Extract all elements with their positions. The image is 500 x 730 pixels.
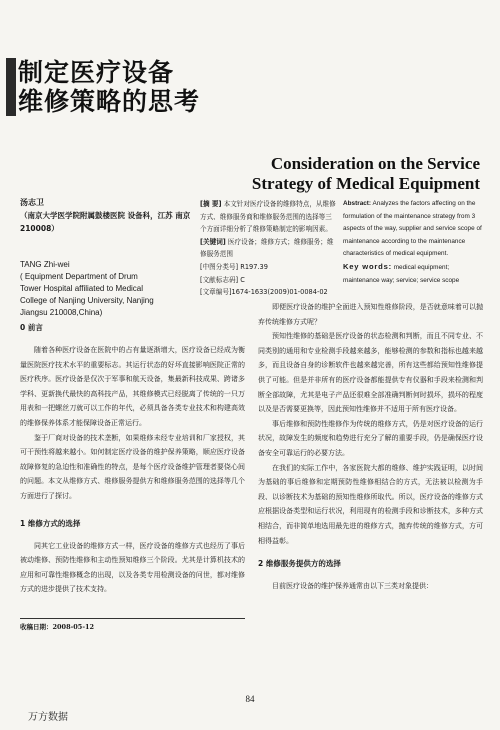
left-paragraph-1: 随着各种医疗设备在医院中的占有量逐渐增大，医疗设备已经成为衡量医院医疗技术水平的重要标志。其运行状态的好坏直接影响医院正常的医疗秩序。医疗设备是仅次于军事和航天设备，集最新科技成果、跨诸多学科、更新换代最快的高科技产品，其维修模式已经脱离了传统的一只万用表和一把螺丝刀就可以工作的年代，必须具备各类专业技术和构建高效的维修保养体系才能保障设备正常运行。 [20,346,245,427]
abstract-cn-label: [摘 要] [200,200,222,208]
author-block [20,196,195,319]
chinese-title [18,58,200,116]
right-paragraph-3: 事后维修和预防性维修作为传统的维修方式，仍是对医疗设备的运行状况，故障发生的频度和趋势进行充分了解的重要手段，仍是确保医疗设备安全可靠运行的必要方法。 [258,419,483,457]
title-side-strip [6,58,16,116]
right-paragraph-4: 在我们的实际工作中，各家医院大都的维修、维护实践证明，以时间为基础的事后维修和定期预防性维修相结合的方式，无法被以检测为手段、以诊断技术为基础的预知性维修所取代。所以，医疗设备的维修方式应根据设备类型和运行状况，利用现有的检测手段和诊断技术，多种方式相结合，而非简单地选用最先进的维修方式，抛弃传统的维修方式，方可相得益彰。 [258,463,483,545]
received-date: 收稿日期：2008-05-12 [20,623,95,631]
clc-label: [中图分类号] [200,262,239,271]
abstract-chinese [200,198,338,299]
author-name-en: TANG Zhi-wei [20,260,70,269]
chinese-title-line-1: 制定医疗设备 [18,58,175,87]
keywords-cn-label: [关键词] [200,237,226,246]
article-id [200,286,338,299]
author-affiliation-cn: （南京大学医学院附属鼓楼医院 设备科，江苏 南京 210008） [20,211,191,233]
article-id-value: 1674-1633(2009)01-0084-02 [231,288,328,297]
abstract-english [343,198,483,287]
abstract-en-text: Analyzes the factors affecting on the formulation of the maintenance strategy from 3 aspects of the way, supplier and service scope of maintenance according to the maintenance characteristics of medical equipment. [343,200,482,258]
english-title-line-1: Consideration on the Service [270,154,480,173]
keywords-en-label: Key words: [343,261,392,271]
left-column [20,318,245,597]
author-en [20,259,195,319]
author-affiliation-en-3: College of Nanjing University, Nanjing [20,296,154,305]
clc-number [200,261,338,274]
keywords-cn-text: 医疗设备；维修方式；维修服务；维修服务范围 [200,237,334,259]
doc-value: C [240,275,245,284]
author-affiliation-en-2: Tower Hospital affiliated to Medical [20,284,144,293]
page-number: 84 [245,694,255,704]
left-paragraph-2: 鉴于厂商对设备的技术垄断，如果维修未经专业培训和厂家授权，其可干预性将越来越小。如何制定医疗设备的维护保养策略，顺应医疗设备故障修复的急迫性和准确性的特点，是每个医疗设备维护管理者要侥心间的问题。本文从维修方式、维修服务提供方和维修服务范围的选择等几个方面进行了探讨。 [20,433,245,500]
section-2-heading: 2 维修服务提供方的选择 [258,559,341,569]
footnote-divider [20,618,245,619]
doc-code [200,274,338,287]
english-title-line-2: Strategy of Medical Equipment [251,174,480,193]
right-paragraph-5: 目前医疗设备的维护保养通常由以下三类对象提供： [272,582,433,591]
abstract-cn-body [200,198,338,236]
keywords-cn [200,236,338,261]
keywords-en-text: medical equipment; maintenance way; service; service scope [343,263,460,284]
english-title [252,154,480,194]
chinese-title-line-2: 维修策略的思考 [18,87,201,116]
watermark-text: 万方数据 [28,712,68,723]
section-0-heading: 0 前言 [20,323,43,332]
author-affiliation-en-4: Jiangsu 210008,China) [20,308,103,317]
abstract-en-body [343,198,483,261]
right-column [258,300,483,594]
section-1-heading: 1 维修方式的选择 [20,518,81,528]
article-id-label: [文章编号] [200,288,232,297]
abstract-en-label: Abstract: [343,200,372,207]
clc-value: R197.39 [240,262,268,271]
abstract-cn-text: 本文针对医疗设备的维修特点，从维修方式、维修服务商和维修服务范围的选择等三个方面详细分析了维修策略制定的影响因素。 [200,200,336,234]
keywords-en [343,261,483,287]
author-name-cn: 汤志卫 [20,198,44,207]
right-paragraph-2: 预知性维修的基础是医疗设备的状态检测和判断，而且不同专业、不同类别的通用和专业检测手段越来越多，能够检测的参数和指标也越来越多，而且设备自身的诊断软件也越来越完善，所有这些都给预知性维修提供了可能。但是并非所有的医疗设备都能提供专有仪器和手段来检测和判断全部故障，尤其是电子产品还很难全部准确判断何时损坏，损坏的程度以及是否需要更换等，因此预知性维修并不适用于所有医疗设备。 [258,332,483,414]
author-affiliation-en-1: ( Equipment Department of Drum [20,272,138,281]
left-paragraph-3: 同其它工业设备的维修方式一样，医疗设备的维修方式也经历了事后被动维修、预防性维修和主动性预知维修三个阶段。尤其是计算机技术的应用和可靠性维修概念的出现，以及各类专用检测设备的问世，都对维修方式的进步提供了技术支持。 [20,541,245,594]
right-paragraph-1: 即便医疗设备的维护全面进入预知性维修阶段，是否就意味着可以抛弃传统维修方式呢？ [258,303,483,326]
doc-label: [文献标志码] [200,275,239,284]
